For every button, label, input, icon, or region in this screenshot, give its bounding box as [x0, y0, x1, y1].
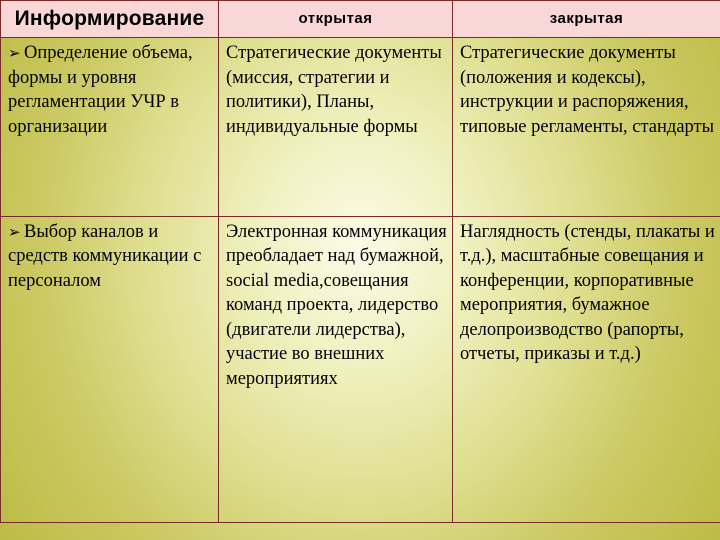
header-open: [219, 1, 453, 38]
header-informing: [1, 1, 219, 38]
table-row: [1, 216, 720, 522]
criterion-cell: [1, 216, 219, 522]
closed-text: Наглядность (стенды, плакаты и т.д.), масштабные совещания и конференции, корпоративные мероприятия, бумажное делопроизводство (рапорты, отчеты, приказы и т.д.): [460, 221, 715, 365]
open-cell: [219, 38, 453, 217]
closed-cell: [453, 38, 720, 217]
open-text: Стратегические документы (миссия, стратегии и политики), Планы, индивидуальные формы: [226, 43, 442, 137]
header-closed: [453, 1, 720, 38]
arrow-bullet-icon: ➢: [8, 222, 21, 241]
header-informing-label: Информирование: [14, 7, 205, 30]
closed-cell: [453, 216, 720, 522]
table-header-row: [1, 1, 720, 38]
open-text: Электронная коммуникация преобладает над бумажной, social media,совещания команд проекта, лидерство (двигатели лидерства), участие во внешних мероприятиях: [226, 221, 447, 389]
closed-text: Стратегические документы (положения и кодексы), инструкции и распоряжения, типовые регламенты, стандарты: [460, 43, 715, 137]
header-closed-label: закрытая: [549, 10, 624, 27]
open-cell: [219, 216, 453, 522]
criterion-cell: [1, 38, 219, 217]
criterion-text: Выбор каналов и средств коммуникации с персоналом: [8, 221, 202, 291]
criterion-text: Определение объема, формы и уровня регламентации УЧР в организации: [8, 43, 193, 137]
table-row: [1, 38, 720, 217]
arrow-bullet-icon: ➢: [8, 44, 21, 62]
header-open-label: открытая: [298, 10, 373, 27]
